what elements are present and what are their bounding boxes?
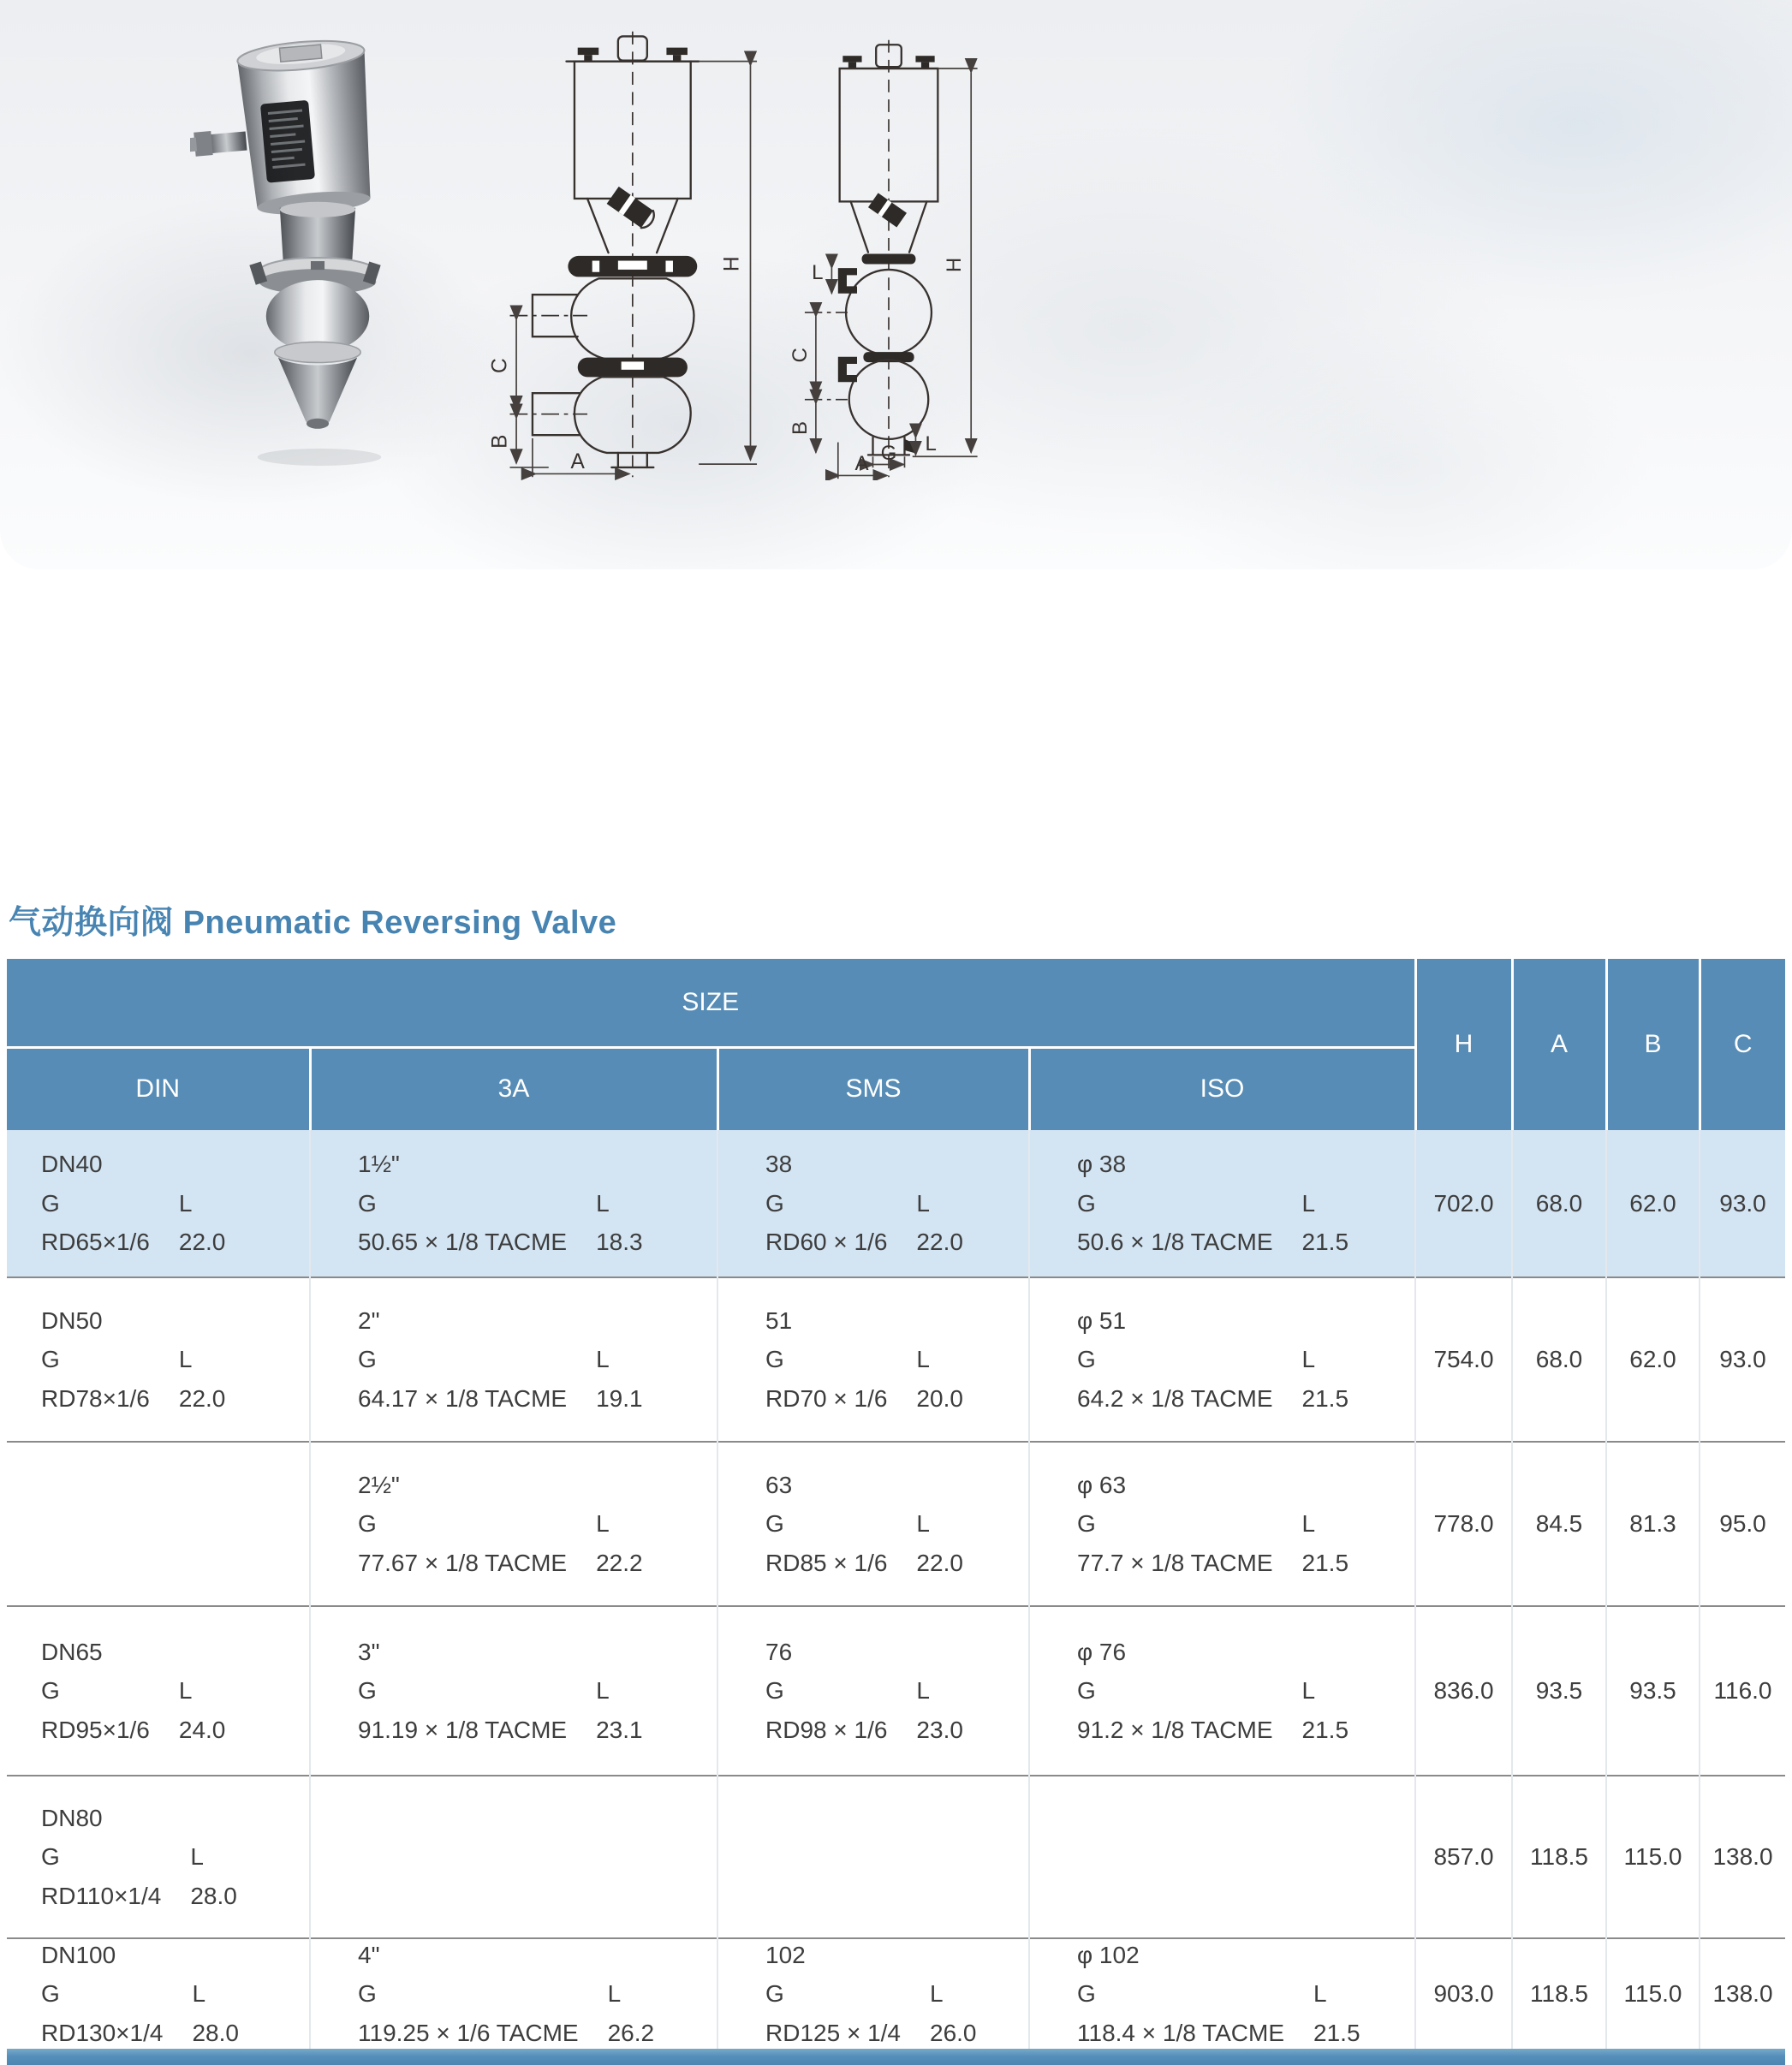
g-spec: 118.4 × 1/8 TACME <box>1077 2019 1285 2046</box>
size-cell-din <box>7 1277 310 1442</box>
value-a: 118.5 <box>1512 1776 1606 1938</box>
l-label: L <box>190 1843 204 1871</box>
size-name: 76 <box>765 1638 793 1665</box>
g-label: G <box>1077 1510 1096 1538</box>
value-c: 138.0 <box>1700 1776 1785 1938</box>
size-name: φ 76 <box>1077 1638 1127 1665</box>
l-label: L <box>1301 1189 1316 1217</box>
g-spec: 91.2 × 1/8 TACME <box>1077 1716 1273 1743</box>
table-row <box>7 1938 1785 2049</box>
col-header-c: C <box>1700 959 1785 1130</box>
table-row <box>7 1776 1785 1938</box>
g-label: G <box>358 1980 377 2008</box>
value-c: 95.0 <box>1700 1442 1785 1606</box>
size-cell-din <box>7 1130 310 1277</box>
g-label: G <box>1077 1980 1096 2008</box>
size-name: 63 <box>765 1471 793 1498</box>
dim-label-a: A <box>854 451 869 475</box>
l-value: 22.2 <box>596 1549 643 1576</box>
value-a: 93.5 <box>1512 1606 1606 1776</box>
g-label: G <box>765 1980 784 2008</box>
col-header-3a: 3A <box>310 1047 717 1130</box>
g-spec: RD95×1/6 <box>41 1716 150 1743</box>
dim-label-a: A <box>570 449 585 473</box>
value-h: 857.0 <box>1415 1776 1512 1938</box>
l-label: L <box>192 1980 206 2008</box>
size-cell-iso <box>1029 1606 1415 1776</box>
g-label: G <box>1077 1189 1096 1217</box>
value-a: 118.5 <box>1512 1938 1606 2049</box>
l-value: 22.0 <box>178 1229 226 1256</box>
g-spec: 77.67 × 1/8 TACME <box>358 1549 568 1576</box>
dim-label-l-top: L <box>812 261 824 285</box>
l-label: L <box>916 1189 930 1217</box>
l-value: 21.5 <box>1313 2019 1360 2046</box>
size-cell-3a <box>310 1277 717 1442</box>
l-value: 22.0 <box>178 1384 226 1412</box>
value-c: 138.0 <box>1700 1938 1785 2049</box>
bottom-accent-bar <box>7 2049 1785 2065</box>
size-name: DN80 <box>41 1804 103 1831</box>
size-name: 2½" <box>358 1471 400 1498</box>
value-a: 68.0 <box>1512 1130 1606 1277</box>
l-value: 23.0 <box>916 1716 963 1743</box>
g-spec: RD78×1/6 <box>41 1384 150 1412</box>
table-row <box>7 1606 1785 1776</box>
size-cell-iso <box>1029 1442 1415 1606</box>
size-group-header: SIZE <box>7 959 1415 1047</box>
g-spec: 64.2 × 1/8 TACME <box>1077 1384 1273 1412</box>
size-cell-din <box>7 1442 310 1606</box>
value-c: 93.0 <box>1700 1130 1785 1277</box>
g-label: G <box>1077 1346 1096 1373</box>
dim-label-b: B <box>488 434 512 449</box>
value-h: 702.0 <box>1415 1130 1512 1277</box>
size-cell-3a <box>310 1776 717 1938</box>
l-label: L <box>178 1677 193 1705</box>
size-name: φ 38 <box>1077 1151 1127 1178</box>
size-cell-3a <box>310 1130 717 1277</box>
size-name: DN40 <box>41 1151 103 1178</box>
dim-label-l-bottom: L <box>925 431 937 455</box>
value-c: 93.0 <box>1700 1277 1785 1442</box>
g-spec: 119.25 × 1/6 TACME <box>358 2019 579 2046</box>
l-value: 21.5 <box>1301 1229 1349 1256</box>
value-b: 62.0 <box>1606 1277 1700 1442</box>
size-name: 102 <box>765 1941 806 1968</box>
l-value: 23.1 <box>596 1716 643 1743</box>
value-b: 115.0 <box>1606 1938 1700 2049</box>
g-spec: 50.6 × 1/8 TACME <box>1077 1229 1273 1256</box>
size-cell-din <box>7 1938 310 2049</box>
l-label: L <box>916 1510 930 1538</box>
g-label: G <box>41 1980 60 2008</box>
size-cell-iso <box>1029 1277 1415 1442</box>
l-label: L <box>596 1677 610 1705</box>
col-header-sms: SMS <box>717 1047 1029 1130</box>
size-name: DN100 <box>41 1941 116 1968</box>
table-row <box>7 1442 1785 1606</box>
l-label: L <box>916 1346 930 1373</box>
size-cell-3a <box>310 1938 717 2049</box>
value-h: 754.0 <box>1415 1277 1512 1442</box>
value-b: 81.3 <box>1606 1442 1700 1606</box>
col-header-iso: ISO <box>1029 1047 1415 1130</box>
value-c: 116.0 <box>1700 1606 1785 1776</box>
g-label: G <box>765 1677 784 1705</box>
l-label: L <box>916 1677 930 1705</box>
size-name: 51 <box>765 1306 793 1334</box>
l-value: 20.0 <box>916 1384 963 1412</box>
l-value: 26.0 <box>930 2019 977 2046</box>
l-value: 22.0 <box>916 1549 963 1576</box>
dim-label-h: H <box>943 257 967 273</box>
col-header-h: H <box>1415 959 1512 1130</box>
value-b: 62.0 <box>1606 1130 1700 1277</box>
dim-label-b: B <box>788 420 812 435</box>
page-title-zh: 气动换向阀 <box>9 905 174 941</box>
g-label: G <box>765 1510 784 1538</box>
g-spec: 64.17 × 1/8 TACME <box>358 1384 568 1412</box>
g-label: G <box>765 1346 784 1373</box>
g-label: G <box>41 1843 60 1871</box>
g-spec: RD60 × 1/6 <box>765 1229 888 1256</box>
g-spec: 50.65 × 1/8 TACME <box>358 1229 568 1256</box>
size-cell-sms <box>717 1938 1029 2049</box>
header-row-size <box>7 959 1785 1047</box>
col-header-din: DIN <box>7 1047 310 1130</box>
product-photo <box>190 33 440 471</box>
size-cell-sms <box>717 1606 1029 1776</box>
col-header-a: A <box>1512 959 1606 1130</box>
size-name: 1½" <box>358 1151 400 1178</box>
g-label: G <box>41 1189 60 1217</box>
size-name: 4" <box>358 1941 380 1968</box>
page-title <box>9 896 616 943</box>
l-value: 28.0 <box>190 1882 237 1909</box>
size-name: φ 51 <box>1077 1306 1127 1334</box>
l-value: 21.5 <box>1301 1716 1349 1743</box>
page-title-en: Pneumatic Reversing Valve <box>182 905 617 941</box>
size-name: 38 <box>765 1151 793 1178</box>
l-label: L <box>930 1980 944 2008</box>
size-cell-din <box>7 1776 310 1938</box>
size-cell-sms <box>717 1277 1029 1442</box>
g-label: G <box>41 1346 60 1373</box>
size-name: φ 102 <box>1077 1941 1140 1968</box>
g-spec: 77.7 × 1/8 TACME <box>1077 1549 1273 1576</box>
size-name: 3" <box>358 1638 380 1665</box>
size-name: 2" <box>358 1306 380 1334</box>
g-label: G <box>358 1677 377 1705</box>
value-a: 68.0 <box>1512 1277 1606 1442</box>
l-label: L <box>607 1980 622 2008</box>
value-h: 903.0 <box>1415 1938 1512 2049</box>
size-cell-iso <box>1029 1938 1415 2049</box>
dim-label-h: H <box>720 256 744 272</box>
g-spec: RD98 × 1/6 <box>765 1716 888 1743</box>
size-cell-iso <box>1029 1130 1415 1277</box>
front-view-drawing <box>481 28 779 480</box>
g-spec: RD125 × 1/4 <box>765 2019 901 2046</box>
l-label: L <box>596 1510 610 1538</box>
size-name: φ 63 <box>1077 1471 1127 1498</box>
col-header-b: B <box>1606 959 1700 1130</box>
l-label: L <box>1301 1346 1316 1373</box>
l-value: 24.0 <box>178 1716 226 1743</box>
g-spec: 91.19 × 1/8 TACME <box>358 1716 568 1743</box>
l-value: 21.5 <box>1301 1549 1349 1576</box>
l-label: L <box>596 1346 610 1373</box>
g-label: G <box>765 1189 784 1217</box>
size-cell-sms <box>717 1776 1029 1938</box>
spec-table <box>7 959 1785 2049</box>
size-name: DN50 <box>41 1306 103 1334</box>
value-b: 93.5 <box>1606 1606 1700 1776</box>
dim-label-c: C <box>488 358 512 373</box>
size-cell-iso <box>1029 1776 1415 1938</box>
g-spec: RD110×1/4 <box>41 1882 162 1909</box>
l-label: L <box>178 1189 193 1217</box>
table-row <box>7 1277 1785 1442</box>
l-label: L <box>1301 1510 1316 1538</box>
table-row <box>7 1130 1785 1277</box>
size-cell-3a <box>310 1606 717 1776</box>
l-label: L <box>1313 1980 1327 2008</box>
value-h: 836.0 <box>1415 1606 1512 1776</box>
size-cell-sms <box>717 1130 1029 1277</box>
size-cell-3a <box>310 1442 717 1606</box>
l-value: 18.3 <box>596 1229 643 1256</box>
value-h: 778.0 <box>1415 1442 1512 1606</box>
g-spec: RD70 × 1/6 <box>765 1384 888 1412</box>
g-spec: RD130×1/4 <box>41 2019 164 2046</box>
g-label: G <box>358 1346 377 1373</box>
size-name: DN65 <box>41 1638 103 1665</box>
value-b: 115.0 <box>1606 1776 1700 1938</box>
size-cell-sms <box>717 1442 1029 1606</box>
dim-label-c: C <box>788 348 812 363</box>
l-label: L <box>596 1189 610 1217</box>
l-value: 22.0 <box>916 1229 963 1256</box>
g-label: G <box>358 1510 377 1538</box>
side-view-drawing <box>781 37 997 480</box>
g-label: G <box>41 1677 60 1705</box>
l-value: 21.5 <box>1301 1384 1349 1412</box>
l-label: L <box>1301 1677 1316 1705</box>
value-a: 84.5 <box>1512 1442 1606 1606</box>
hero-banner <box>0 0 1792 569</box>
l-value: 28.0 <box>192 2019 239 2046</box>
g-label: G <box>358 1189 377 1217</box>
l-value: 26.2 <box>607 2019 655 2046</box>
g-spec: RD65×1/6 <box>41 1229 150 1256</box>
l-label: L <box>178 1346 193 1373</box>
size-cell-din <box>7 1606 310 1776</box>
g-spec: RD85 × 1/6 <box>765 1549 888 1576</box>
l-value: 19.1 <box>596 1384 643 1412</box>
g-label: G <box>1077 1677 1096 1705</box>
dim-label-g: G <box>880 441 897 465</box>
